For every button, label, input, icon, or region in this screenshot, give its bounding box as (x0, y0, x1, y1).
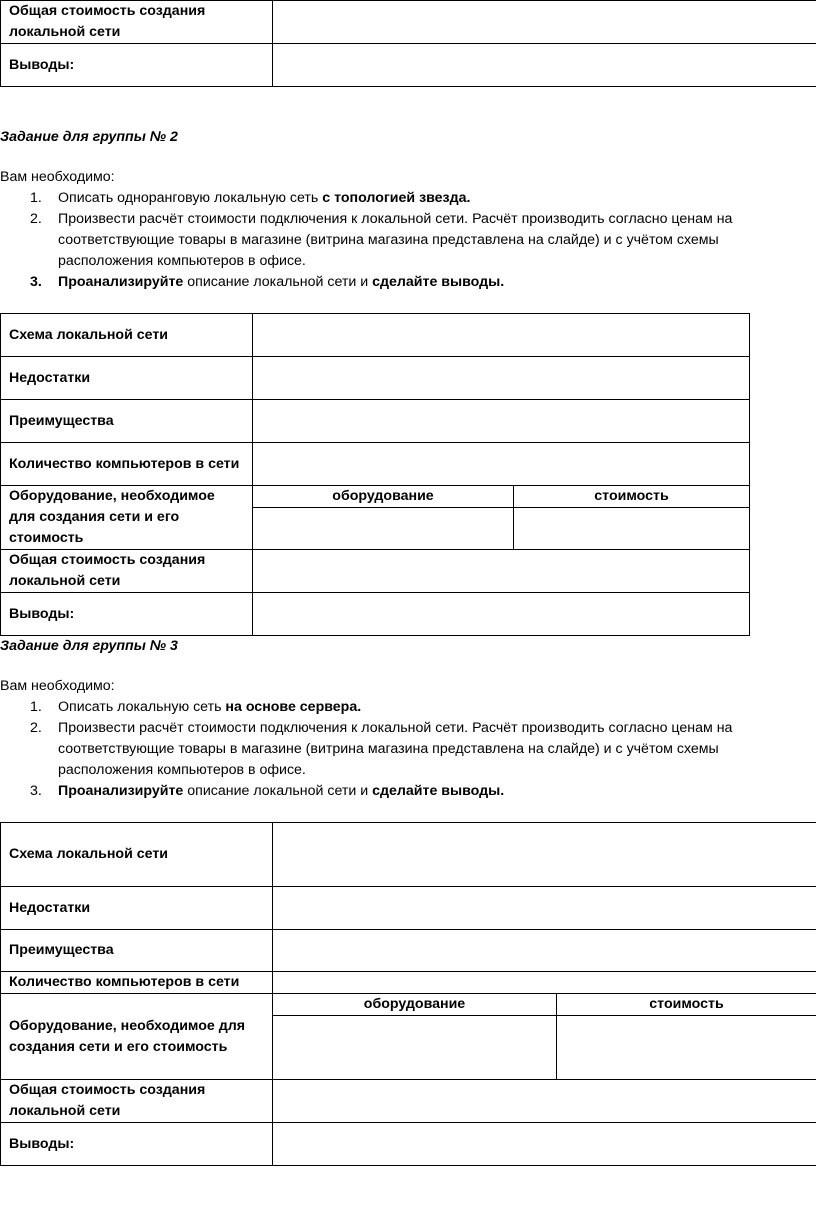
group3-task-list (0, 697, 756, 802)
scheme-label: Схема локальной сети (1, 823, 273, 887)
equipment-column-header: оборудование (253, 486, 514, 508)
group3-intro: Вам необходимо: (0, 678, 115, 694)
advantages-label: Преимущества (1, 930, 273, 972)
computers-cell[interactable] (253, 443, 750, 486)
cost-cell[interactable] (514, 508, 750, 550)
conclusions-label: Выводы: (1, 44, 273, 87)
equipment-column-header: оборудование (273, 994, 557, 1016)
group3-task-2: 2. Произвести расчёт стоимости подключения к локальной сети. Расчёт производить согласно ценам на соответствующие товары в магазине (витрина магазина представлена на слайде) и с учётом схемы расположения компьютеров в офисе. (30, 720, 733, 778)
group3-task-1: 1. Описать локальную сеть на основе сервера. (30, 699, 362, 715)
equipment-cell[interactable] (253, 508, 514, 550)
group2-table (0, 313, 750, 636)
group2-intro: Вам необходимо: (0, 169, 115, 185)
conclusions-cell[interactable] (273, 1123, 816, 1166)
total-cost-cell[interactable] (273, 1, 816, 44)
scheme-cell[interactable] (273, 823, 816, 887)
scheme-label: Схема локальной сети (1, 314, 253, 357)
equipment-label: Оборудование, необходимое для создания сети и его стоимость (1, 486, 253, 550)
scheme-cell[interactable] (253, 314, 750, 357)
advantages-label: Преимущества (1, 400, 253, 443)
total-cost-cell[interactable] (273, 1080, 816, 1123)
group2-task-3: 3. Проанализируйте описание локальной сети и сделайте выводы. (30, 274, 505, 290)
conclusions-cell[interactable] (273, 44, 816, 87)
drawbacks-label: Недостатки (1, 357, 253, 400)
cost-cell[interactable] (557, 1016, 816, 1080)
computers-label: Количество компьютеров в сети (1, 972, 273, 994)
total-cost-cell[interactable] (253, 550, 750, 593)
drawbacks-cell[interactable] (253, 357, 750, 400)
group2-task-2: 2. Произвести расчёт стоимости подключения к локальной сети. Расчёт производить согласно ценам на соответствующие товары в магазине (витрина магазина представлена на слайде) и с учётом схемы расположения компьютеров в офисе. (30, 211, 733, 269)
group2-task-1: 1. Описать одноранговую локальную сеть с топологией звезда. (30, 190, 471, 206)
computers-cell[interactable] (273, 972, 816, 994)
group2-heading: Задание для группы № 2 (0, 129, 178, 145)
conclusions-label: Выводы: (1, 593, 253, 636)
computers-label: Количество компьютеров в сети (1, 443, 253, 486)
cost-column-header: стоимость (557, 994, 816, 1016)
cost-column-header: стоимость (514, 486, 750, 508)
conclusions-label: Выводы: (1, 1123, 273, 1166)
drawbacks-cell[interactable] (273, 887, 816, 930)
group1-table-tail (0, 0, 816, 87)
conclusions-cell[interactable] (253, 593, 750, 636)
group3-task-3: 3. Проанализируйте описание локальной сети и сделайте выводы. (30, 783, 505, 799)
advantages-cell[interactable] (253, 400, 750, 443)
group3-table (0, 822, 816, 1166)
equipment-cell[interactable] (273, 1016, 557, 1080)
total-cost-label: Общая стоимость создания локальной сети (1, 1, 273, 44)
group2-task-list (0, 188, 756, 293)
group3-heading: Задание для группы № 3 (0, 638, 178, 654)
total-cost-label: Общая стоимость создания локальной сети (1, 550, 253, 593)
total-cost-label: Общая стоимость создания локальной сети (1, 1080, 273, 1123)
advantages-cell[interactable] (273, 930, 816, 972)
drawbacks-label: Недостатки (1, 887, 273, 930)
equipment-label: Оборудование, необходимое для создания сети и его стоимость (1, 994, 273, 1080)
